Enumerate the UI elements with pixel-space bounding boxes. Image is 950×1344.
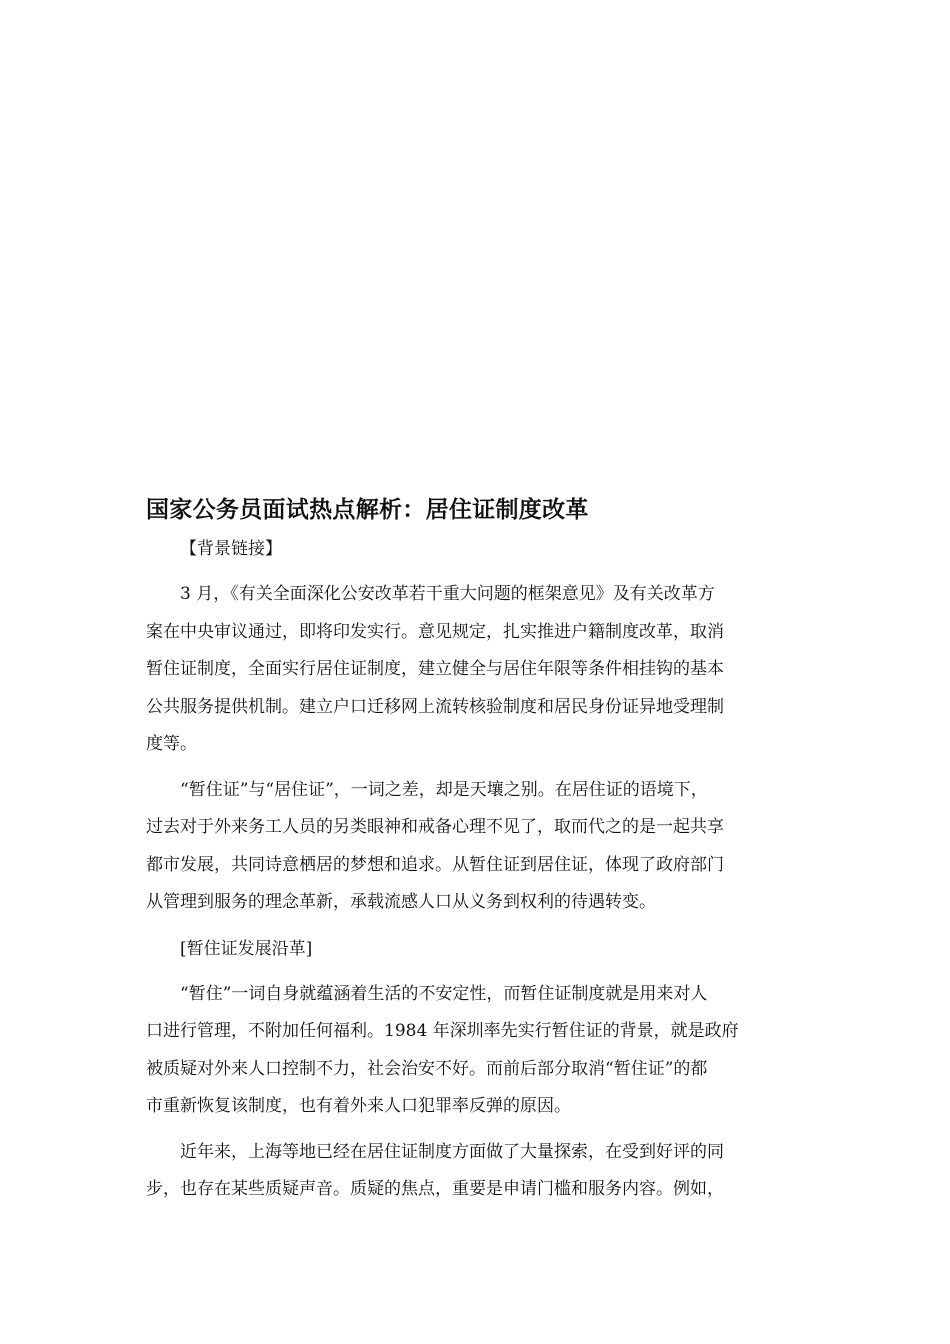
paragraph-background-1 [146, 576, 806, 764]
paragraph-line: 公共服务提供机制。建立户口迁移网上流转核验制度和居民身份证异地受理制 [146, 696, 724, 717]
paragraph-line: “暂住证”与“居住证”，一词之差，却是天壤之别。在居住证的语境下， [180, 779, 708, 800]
section-label-history: [暂住证发展沿革] [180, 938, 313, 959]
paragraph-line: 从管理到服务的理念革新，承载流感人口从义务到权利的待遇转变。 [146, 892, 656, 912]
paragraph-line: 都市发展，共同诗意栖居的梦想和追求。从暂住证到居住证，体现了政府部门 [146, 854, 724, 875]
paragraph-line: 度等。 [146, 734, 197, 754]
paragraph-line: 暂住证制度，全面实行居住证制度，建立健全与居住年限等条件相挂钩的基本 [146, 659, 724, 679]
paragraph-background-2 [146, 772, 806, 922]
paragraph-line: 近年来，上海等地已经在居住证制度方面做了大量探索，在受到好评的同 [180, 1141, 724, 1162]
document-body [146, 490, 806, 1217]
paragraph-line: 过去对于外来务工人员的另类眼神和戒备心理不见了，取而代之的是一起共享 [146, 817, 724, 837]
paragraph-line: 案在中央审议通过，即将印发实行。意见规定，扎实推进户籍制度改革，取消 [146, 621, 724, 642]
paragraph-history-2 [146, 1134, 806, 1209]
paragraph-history-1 [146, 976, 806, 1126]
document-title: 国家公务员面试热点解析：居住证制度改革 [146, 497, 589, 523]
paragraph-line: 口进行管理，不附加任何福利。1984 年深圳率先实行暂住证的背景，就是政府 [146, 1021, 739, 1041]
section-label-background: 【背景链接】 [180, 539, 282, 559]
paragraph-line: 市重新恢复该制度，也有着外来人口犯罪率反弹的原因。 [146, 1096, 571, 1116]
paragraph-line: 步，也存在某些质疑声音。质疑的焦点，重要是申请门槛和服务内容。例如， [146, 1179, 724, 1199]
paragraph-line: “暂住”一词自身就蕴涵着生活的不安定性，而暂住证制度就是用来对人 [180, 983, 708, 1004]
paragraph-line: 被质疑对外来人口控制不力，社会治安不好。而前后部分取消“暂住证”的都 [146, 1058, 708, 1079]
paragraph-line: 3 月，《有关全面深化公安改革若干重大问题的框架意见》及有关改革方 [180, 584, 715, 604]
